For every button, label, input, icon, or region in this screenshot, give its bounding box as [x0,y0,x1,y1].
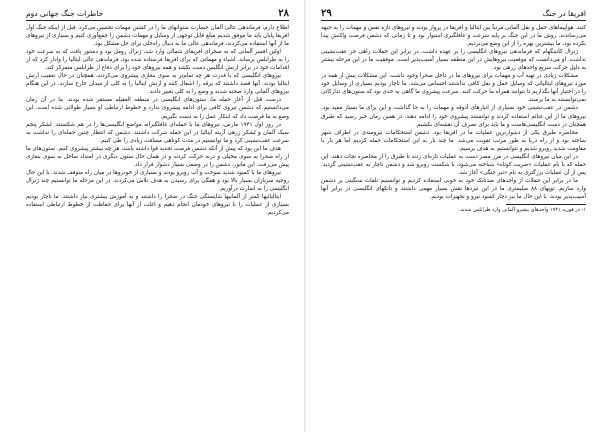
left-page-body [26,24,289,426]
paragraph: اطلاع دارم، فرماندهی عالی آلمان جسارت ستوانهای ما را در کشتن مهمات تحسین می‌کرد. قبل از اینکه جنگ اول افریقا پایان یابد ما موفق شدیم مبلغ قابل توجهی از وسایل و مهمات دشمن را جمع‌آوری کنیم و بسیاری از نیروهای ما از آنها استفاده می‌کردند، فرماندهی عالی ما به دنبال راه‌حلی برای حل مشکل بود. [26,25,289,48]
footnote: ۱- در فوریه ۱۹۴۱ واحدهای پیشرو آلمانی وارد طرابلس شدند. [458,207,586,214]
right-running-title: افریقا در جنگ [542,8,586,18]
paragraph: دشمن در عقب‌نشینی خود بسیاری از انبارهای آذوقه و مهمات را به جا گذاشت و این برای ما بسیار مفید بود. نیروهای ما از این غنائم استفاده کردند و توانستند پیشروی خود را ادامه دهند. در همین زمان خبر رسید که طبرق همچنان در دست انگلیسی‌هاست و ما باید برای تصرف آن نقشه‌ای بکشیم. [321,105,586,128]
left-page-header [26,6,289,21]
paragraph: محاصره طبرق یکی از دشوارترین عملیات ما در افریقا بود. دشمن استحکامات نیرومندی در اطراف شهر ساخته بود و از راه دریا به طور مرتب تقویت می‌شد. ما چند بار به این استحکامات حمله کردیم اما هر بار با مقاومت شدید روبرو شدیم و نتوانستیم به هدف برسیم. [321,129,586,152]
paragraph: نیروهای انگلیسی که با قدرت هر چه تمام‌تر به سوی بنغازی پیشروی می‌کردند، همچنان در حال تعقیب ارتش ایتالیا بودند. آنها قصد داشتند که برقه را اشغال کنند و ارتش ایتالیا را به کلی از میدان خارج سازند. در این هنگام نیروهای آلمانی وارد صحنه شدند و وضع را به کلی تغییر دادند. [26,73,289,96]
paragraph: ژنرال کانینگهام که فرماندهی نیروهای انگلیسی را بر عهده داشت، در برابر این حملات راهی جز عقب‌نشینی نداشت. او می‌دانست که موقعیت نیروهایش در این منطقه بسیار آسیب‌پذیر است. موفقیت ما در این مرحله بیشتر به دلیل حرکت سریع واحدهای زرهی بود. [321,49,586,72]
paragraph: ما در برابر این حملات از واحدهای ضدتانک خود به خوبی استفاده کردیم و توانستیم تلفات سنگینی بر دشمن وارد سازیم. توپهای ۸۸ میلیمتری ما در این نبردها نقش بسیار مهمی داشتند و تانکهای انگلیسی در برابر آنها آسیب‌پذیر بودند. با این حال ما نیز دچار کمبود نیرو و تجهیزات بودیم. [321,177,586,200]
paragraph: ایتالیائیها کمتر از آلمانیها شایستگی جنگ در صحرا را داشتند و به آموزش بیشتری نیاز داشتند. ما ناچار بودیم بسیاری از عملیات را با نیروهای خودمان انجام دهیم و اغلب از آنها برای حفاظت از خطوط ارتباطی استفاده می‌کردیم. [26,193,289,217]
paragraph: اولین افسر آلمانی که به صحرای افریقای شمالی وارد شد، ژنرال رومل بود و دستور یافت که به سرعت خود را به طرابلس برساند. اشیاء و مهماتی که برای افریقا فرستاده شده بود، فرماندهی عالی ایتالیا را وادار کرد که از اقدامات خود در برابر ارتش انگلیس دست بکشد و همه نیروهای خود را برای دفاع از طرابلس متمرکز کند. [26,49,289,72]
left-running-title: خاطرات جنگ جهانی دوم [26,8,104,18]
paragraph: مشکلات زیادی در تهیه آب و مهمات برای نیروهای ما در داخل صحرا وجود داشت. این مشکلات بیش از همه در مورد نیروهای ایتالیائی که وسایل حمل و نقل کافی نداشتند احساس می‌شد. ما ناچار بودیم بسیاری از وسایل خود را در اختیار آنها بگذاریم تا بتوانند همراه ما حرکت کنند. سرعت پیشروی ما گاهی به حدی بود که ستون‌های تدارکاتی نمی‌توانستند به ما برسند. [321,73,586,104]
right-page [305,0,610,432]
footnote-rule [506,204,586,205]
paragraph: در روز اول ۱۹۴۱ مارس، نیروهای ما با حمله‌ای غافلگیرانه مواضع انگلیسی‌ها را در هم شکستند. لشکر پنجم سبک آلمان و لشکر زرهی آریته ایتالیا در این حمله شرکت داشتند. دشمن که انتظار چنین حمله‌ای را نداشت به سرعت عقب‌نشینی کرد و ما توانستیم در مدت کوتاهی مسافت زیادی را طی کنیم. [26,121,289,144]
paragraph: هدف ما این بود که پیش از آنکه دشمن فرصت تجدید قوا داشته باشد، هر چه بیشتر پیشروی کنیم. ستون‌های ما از راه صحرا به سوی مخیلی و درنه حرکت کردند و در همان حال ستون دیگری در امتداد ساحل به سوی بنغازی پیش می‌رفت. این مانور، دشمن را در وضعی بسیار دشوار قرار داد. [26,145,289,168]
left-page-number: ۲۸ [278,7,289,19]
paragraph: نیروهای ما با کمبود شدید سوخت و آب روبرو بودند و بسیاری از خودروها در میان راه متوقف شدند. با این حال روحیه سربازان بسیار بالا بود و همگی برای رسیدن به هدف تلاش می‌کردند. در این مرحله ما توانستیم چند ژنرال انگلیسی را به اسارت درآوریم. [26,169,289,192]
paragraph: در این میان نیروهای انگلیسی در مرز مصر دست به عملیات تازه‌ای زدند تا طبرق را از محاصره نجات دهند. این حمله که با نام عملیات «ضربت کوتاه» شناخته می‌شود، با شکست روبرو شد و دشمن ناچار به عقب‌نشینی گردید. پس از آن عملیات بزرگتری به نام «تبر جنگی» آغاز شد. [321,153,586,176]
paragraph: درست قبل از آغاز حمله ما، ستون‌های انگلیسی در منطقه العقیله مستقر شده بودند. ما در آن زمان می‌دانستیم که دشمن نیروی کافی برای ادامه پیشروی ندارد و خطوط ارتباطی او بسیار طولانی شده است. این وضع به ما فرصت داد که ابتکار عمل را به دست بگیریم. [26,97,289,120]
right-page-body [321,24,586,426]
right-page-number: ۲۹ [321,7,332,19]
right-page-header [321,6,586,21]
paragraph: کنند. هواپیماهای حمل و نقل آلمانی مرتباً بین ایتالیا و افریقا در پرواز بودند و نیروهای تازه نفس و مهمات را به جبهه می‌رساندند. روش ما در این جنگ بر پایه سرعت و غافلگیری استوار بود و تا زمانی که دشمن فرصت واکنش پیدا نکرده بود، ما بیشترین بهره را از این وضع می‌بردیم. [321,25,586,48]
